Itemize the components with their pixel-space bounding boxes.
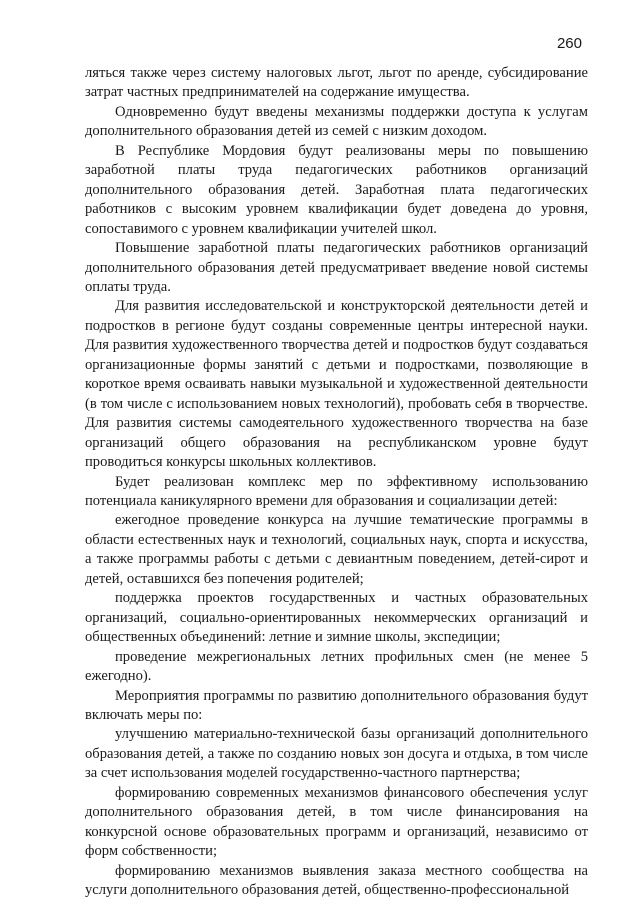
list-item-community-order: формированию механизмов выявления заказа местного сообщества на услуги дополнительного образования детей, общественно-профессиональной — [85, 862, 588, 899]
list-item-financing: формированию современных механизмов финансового обеспечения услуг дополнительного образования детей, в том числе финансирования на конкурсной основе образовательных программ и организаций, независимо от форм собственности; — [85, 784, 588, 860]
document-body — [85, 64, 588, 900]
paragraph-research-centers: Для развития исследовательской и конструкторской деятельности детей и подростков в регионе будут созданы современные центры интересной науки. Для развития художественного творчества детей и подростков будут создаваться организационные формы занятий с детьми и подростками, позволяющие в короткое время осваивать навыки музыкальной и художественной деятельности (в том числе с использованием новых технологий), пробовать себя в творчестве. Для развития системы самодеятельного художественного творчества на базе организаций общего образования на республиканском уровне будут проводиться конкурсы школьных коллективов. — [85, 298, 588, 471]
paragraph-salary-measures: В Республике Мордовия будут реализованы меры по повышению заработной платы труда педагогических работников организаций дополнительного образования детей. Заработная плата педагогических работников с высоким уровнем квалификации будет доведена до уровня, сопоставимого с уровнем квалификации учителей школ. — [85, 142, 588, 237]
list-item-summer-shifts: проведение межрегиональных летних профильных смен (не менее 5 ежегодно). — [85, 648, 588, 685]
list-item-material-base: улучшению материально-технической базы организаций дополнительного образования детей, а также по созданию новых зон досуга и отдыха, в том числе за счет использования моделей государственно-частного партнерства; — [85, 726, 588, 782]
paragraph-holiday-measures: Будет реализован комплекс мер по эффективному использованию потенциала каникулярного времени для образования и социализации детей: — [85, 473, 588, 509]
paragraph-program-measures: Мероприятия программы по развитию дополнительного образования будут включать меры по: — [85, 687, 588, 723]
paragraph-payment-system: Повышение заработной платы педагогических работников организаций дополнительного образования детей предусматривает введение новой системы оплаты труда. — [85, 240, 588, 295]
list-item-project-support: поддержка проектов государственных и частных образовательных организаций, социально-ориентированных некоммерческих организаций и общественных объединений: летние и зимние школы, экспедиции; — [85, 590, 588, 646]
list-item-annual-contest: ежегодное проведение конкурса на лучшие тематические программы в области естественных наук и технологий, социальных наук, спорта и искусства, а также программы работы с детьми с девиантным поведением, детей-сирот и детей, оставшихся без попечения родителей; — [85, 512, 588, 587]
page-number: 260 — [556, 35, 582, 52]
paragraph-support-mechanisms: Одновременно будут введены механизмы поддержки доступа к услугам дополнительного образования детей из семей с низким доходом. — [85, 103, 588, 140]
paragraph-continuation: ляться также через систему налоговых льгот, льгот по аренде, субсидирование затрат частных предпринимателей на содержание имущества. — [85, 65, 588, 101]
